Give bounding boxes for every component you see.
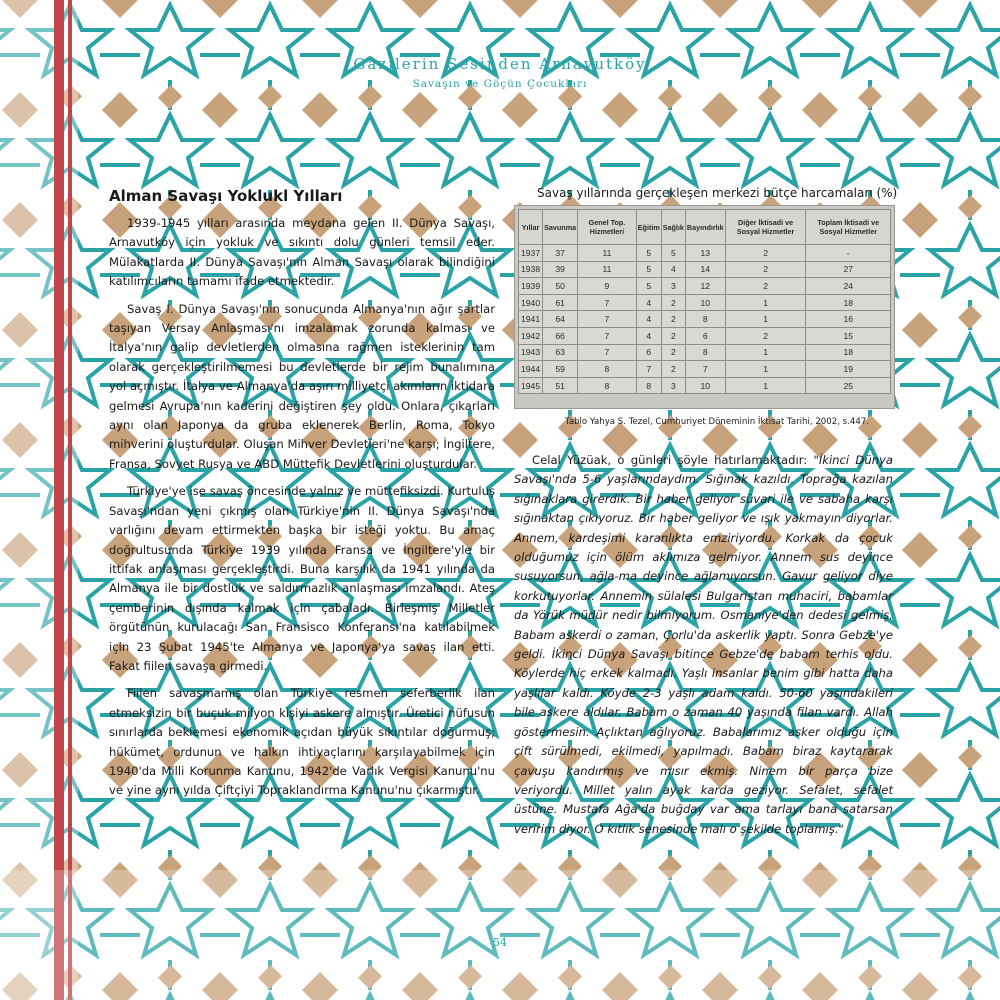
table-cell: 1943 xyxy=(519,344,543,361)
table-cell: 19 xyxy=(806,361,891,378)
table-cell: 64 xyxy=(543,311,578,328)
table-cell: 5 xyxy=(636,278,661,295)
table-cell: 5 xyxy=(661,245,685,262)
table-cell: 50 xyxy=(543,278,578,295)
table-cell: 16 xyxy=(806,311,891,328)
table-cell: 59 xyxy=(543,361,578,378)
table-cell: 39 xyxy=(543,261,578,278)
paragraph: Savaş I. Dünya Savaşı'nın sonucunda Almanya'nın ağır şartlar taşıyan Versay Anlaşması'nı imzalamak zorunda kalması ve İtalya'nın galip devletlerden olmasına rağmen isteklerinin tam olarak gerçekleştirilmemesi bu devletlerde bir rejim bunalımına yol açmıştır. İtalya ve Almanya'da aşırı milliyetçi akımların iktidara gelmesi Avrupa'nın kaderini değiştiren şey oldu. Onlara, çıkarları aynı olan Japonya da gruba eklenerek Berlin, Roma, Tokyo mihverini oluşturdular. Oluşan Mihver Devletleri'ne karşı; İngiltere, Fransa, Sovyet Rusya ve ABD Müttefik Devletlerini oluşturdular. xyxy=(109,301,495,471)
table-cell: 4 xyxy=(636,327,661,344)
table-cell: 37 xyxy=(543,245,578,262)
quote-paragraph xyxy=(514,451,893,839)
table-cell: 15 xyxy=(806,327,891,344)
table-row xyxy=(519,261,891,278)
table-cell: 9 xyxy=(578,278,637,295)
column-header: Toplam İktisadi ve Sosyal Hizmetler xyxy=(806,210,891,245)
table-cell: 24 xyxy=(806,278,891,295)
section-title: Alman Savaşı Yoklukl Yılları xyxy=(109,187,343,205)
table-cell: 2 xyxy=(661,294,685,311)
quote-intro: Celal Yüzüak, o günleri şöyle hatırlamaktadır: xyxy=(532,453,814,467)
table-row xyxy=(519,344,891,361)
table-cell: 7 xyxy=(685,361,725,378)
table-cell: 10 xyxy=(685,377,725,394)
table-cell: 7 xyxy=(578,327,637,344)
quote-text: "İkinci Dünya Savaşı'nda 5-6 yaşlarındaydım. Sığınak kazıldı. Toprağa kazılan sığınaklara girerdik. Bir haber geliyor süvari ile ve sabaha karşı sığınaktan çıkıyoruz. Bir haber geliyor ve ışık yakmayın diyorlar. Annem, kardeşimi karanlıkta emziriyordu. Korkak da çocuk olduğumuz için ölüm aklımıza gelmiyor. Annem sus deyince susuyorsun, ağla-ma deyince ağlamıyorsun. Gavur geliyor diye korkutuyorlar. Annemin sülalesi Bulgaristan muhaciri, babamlar da Yörük müdür nedir bilmiyorum. Osmaniye'den dedesi gelmiş. Babam askerdi o zaman, Çorlu'da askerlik yaptı. Sonra Gebze'ye geldi. İkinci Dünya Savaşı bitince Gebze'de babam terhis oldu. Köylerde hiç erkek kalmadı. Yaşlı insanlar benim gibi hatta daha yaşlılar kaldı. Köyde 2-3 yaşlı adam kaldı. 50-60 yaşındakileri bile askere aldılar. Babam o zaman 40 yaşında filan vardı. Allah göstermesin. Açlıktan ağlıyoruz. Babalarımız asker olduğu için çift sürülmedi, ekilmedi, yapılmadı. Babam biraz kaytararak çavuşu kandırmış ve mısır ekmiş. Ninem bir parça bize veriyordu. Millet yalın ayak karda geziyor. Sefalet, sefalet üstüne. Mustafa Ağa'da buğday var ama tarlayı bana satarsan veririm diyor. O kıtlık senesinde malı o şekilde toplamış." xyxy=(514,453,894,836)
table-cell: 13 xyxy=(685,245,725,262)
table-cell: 5 xyxy=(636,261,661,278)
table-cell: 4 xyxy=(636,294,661,311)
column-header: Sağlık xyxy=(661,210,685,245)
table-row xyxy=(519,311,891,328)
table-cell: 7 xyxy=(578,294,637,311)
table-cell: 7 xyxy=(636,361,661,378)
table-row xyxy=(519,377,891,394)
table-cell: 8 xyxy=(636,377,661,394)
table-source: Tablo Yahya S. Tezel, Cumhuriyet Döneminin İktisat Tarihi, 2002, s.447. xyxy=(565,417,870,427)
table-cell: 2 xyxy=(725,261,806,278)
table-row xyxy=(519,327,891,344)
paragraph: Türkiye'ye ise savaş öncesinde yalnız ve müttefiksizdi. Kurtuluş Savaşı'ndan yeni çıkmış olan Türkiye'nin II. Dünya Savaşı'nda varlığını devam ettirmekten başka bir isteği yoktu. Bu amaç doğrultusunda Türkiye 1939 yılında Fransa ve İngiltere'yle bir ittifak anlaşması gerçekleştirdi. Buna karşılık da 1941 yılında da Almanya ile bir dostluk ve saldırmazlık anlaşması imzalandı. Ateş çemberinin dışında kalmak için çabaladı. Birleşmiş Milletler örgütünün kurulacağı San Fransisco Konferansı'na katılabilmek için 23 Şubat 1945'te Almanya ve Japonya'ya savaş ilan etti. Fakat fiilen savaşa girmedi. xyxy=(109,484,495,673)
table-cell: 3 xyxy=(661,377,685,394)
table-cell: - xyxy=(806,245,891,262)
table-cell: 8 xyxy=(578,361,637,378)
column-header: Yıllar xyxy=(519,210,543,245)
table-cell: 2 xyxy=(725,245,806,262)
budget-table xyxy=(518,209,891,394)
table-cell: 63 xyxy=(543,344,578,361)
table-cell: 1940 xyxy=(519,294,543,311)
table-cell: 18 xyxy=(806,344,891,361)
table-cell: 2 xyxy=(725,327,806,344)
column-header: Savunma xyxy=(543,210,578,245)
table-cell: 2 xyxy=(661,361,685,378)
table-header-row xyxy=(519,210,891,245)
table-body xyxy=(519,245,891,394)
table-cell: 14 xyxy=(685,261,725,278)
table-cell: 7 xyxy=(578,311,637,328)
header-subtitle: Savaşın ve Göçün Çocukları xyxy=(412,78,588,90)
column-header: Genel Top. Hizmetleri xyxy=(578,210,637,245)
table-cell: 18 xyxy=(806,294,891,311)
table-cell: 8 xyxy=(685,344,725,361)
left-column xyxy=(109,214,495,809)
table-row xyxy=(519,278,891,295)
table-cell: 7 xyxy=(578,344,637,361)
table-cell: 12 xyxy=(685,278,725,295)
table-cell: 1939 xyxy=(519,278,543,295)
header-title: Gazilerin Sesinden Arnavutköy xyxy=(353,55,647,73)
table-cell: 1938 xyxy=(519,261,543,278)
column-header: Bayındırlık xyxy=(685,210,725,245)
table-row xyxy=(519,245,891,262)
table-cell: 1 xyxy=(725,377,806,394)
table-caption: Savaş yıllarında gerçekleşen merkezi bütçe harcamaları (%) xyxy=(537,186,898,200)
paragraph: 1939-1945 yılları arasında meydana gelen II. Dünya Savaşı, Arnavutköy için yokluk ve sıkıntı dolu günleri temsil eder. Mülakatlarda II. Dünya Savaşı'nın Alman Savaşı olarak bilindiğini katılımcıların tamamı ifade etmektedir. xyxy=(109,216,495,289)
table-cell: 1942 xyxy=(519,327,543,344)
column-header: Diğer İktisadi ve Sosyal Hizmetler xyxy=(725,210,806,245)
table-cell: 1941 xyxy=(519,311,543,328)
table-cell: 1 xyxy=(725,361,806,378)
table-cell: 1 xyxy=(725,344,806,361)
paragraph: Fiilen savaşmamış olan Türkiye resmen seferberlik ilan etmeksizin bir buçuk milyon kişiyi askere almıştır. Üretici nüfusun sınırlarda beklemesi ekonomik açıdan büyük sıkıntılar doğurmuş; hükümet, ordunun ve halkın ihtiyaçlarını karşılayabilmek için 1940'da Milli Korunma Kanunu, 1942'de Varlık Vergisi Kanunu'nu ve yine aynı yılda Çiftçiyi Topraklandırma Kanunu'nu çıkarmıştır. xyxy=(109,686,495,798)
table-cell: 61 xyxy=(543,294,578,311)
table-cell: 51 xyxy=(543,377,578,394)
table-cell: 25 xyxy=(806,377,891,394)
table-row xyxy=(519,294,891,311)
table-cell: 2 xyxy=(725,278,806,295)
table-cell: 2 xyxy=(661,327,685,344)
table-cell: 11 xyxy=(578,245,637,262)
table-cell: 5 xyxy=(636,245,661,262)
table-cell: 2 xyxy=(661,311,685,328)
table-cell: 4 xyxy=(636,311,661,328)
table-cell: 10 xyxy=(685,294,725,311)
table-cell: 1 xyxy=(725,294,806,311)
table-photo xyxy=(514,205,895,409)
table-cell: 66 xyxy=(543,327,578,344)
table-cell: 1944 xyxy=(519,361,543,378)
table-cell: 4 xyxy=(661,261,685,278)
table-cell: 27 xyxy=(806,261,891,278)
table-cell: 1945 xyxy=(519,377,543,394)
page-number: 54 xyxy=(493,936,507,949)
table-cell: 6 xyxy=(636,344,661,361)
table-row xyxy=(519,361,891,378)
table-cell: 3 xyxy=(661,278,685,295)
table-cell: 6 xyxy=(685,327,725,344)
table-cell: 8 xyxy=(685,311,725,328)
column-header: Eğitim xyxy=(636,210,661,245)
table-cell: 2 xyxy=(661,344,685,361)
table-cell: 1 xyxy=(725,311,806,328)
table-cell: 11 xyxy=(578,261,637,278)
right-column xyxy=(514,451,893,847)
table-cell: 1937 xyxy=(519,245,543,262)
table-cell: 8 xyxy=(578,377,637,394)
